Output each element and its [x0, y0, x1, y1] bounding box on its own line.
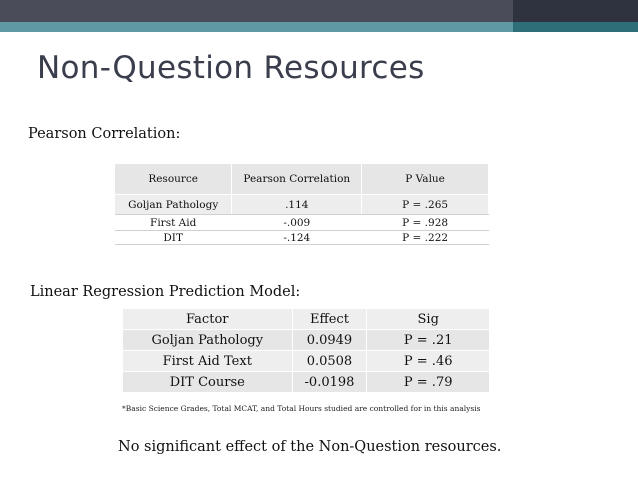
teal-accent-band-dark: [513, 22, 638, 32]
table-cell: 0.0949: [292, 330, 367, 351]
pearson-correlation-table: [115, 164, 489, 245]
column-header: P Value: [362, 164, 489, 195]
table-row: [123, 372, 490, 393]
column-header: Effect: [292, 309, 367, 330]
table-cell: P = .222: [362, 231, 489, 245]
table-row: [115, 195, 489, 215]
table-cell: DIT: [115, 231, 232, 245]
regression-heading: Linear Regression Prediction Model:: [30, 284, 301, 300]
table-cell: P = .928: [362, 215, 489, 231]
column-header: Factor: [123, 309, 293, 330]
pearson-heading: Pearson Correlation:: [28, 126, 181, 142]
table-cell: First Aid: [115, 215, 232, 231]
table-cell: -.009: [232, 215, 362, 231]
table-cell: Goljan Pathology: [115, 195, 232, 215]
column-header: Sig: [367, 309, 490, 330]
column-header: Pearson Correlation: [232, 164, 362, 195]
table-cell: First Aid Text: [123, 351, 293, 372]
table-cell: P = .46: [367, 351, 490, 372]
regression-table: [122, 308, 490, 393]
top-header-band: [0, 0, 638, 22]
teal-accent-band: [0, 22, 638, 32]
table-row: [115, 231, 489, 245]
table-cell: DIT Course: [123, 372, 293, 393]
table-header-row: [123, 309, 490, 330]
table-cell: -0.0198: [292, 372, 367, 393]
slide-title: Non-Question Resources: [37, 50, 425, 86]
footnote: *Basic Science Grades, Total MCAT, and Total Hours studied are controlled for in this analysis: [122, 404, 481, 413]
table-row: [123, 330, 490, 351]
column-header: Resource: [115, 164, 232, 195]
table-cell: Goljan Pathology: [123, 330, 293, 351]
top-header-band-accent: [513, 0, 638, 22]
table-cell: P = .21: [367, 330, 490, 351]
table-cell: .114: [232, 195, 362, 215]
table-header-row: [115, 164, 489, 195]
table-cell: P = .265: [362, 195, 489, 215]
table-cell: P = .79: [367, 372, 490, 393]
table-cell: 0.0508: [292, 351, 367, 372]
table-row: [123, 351, 490, 372]
table-cell: -.124: [232, 231, 362, 245]
table-row: [115, 215, 489, 231]
conclusion-text: No significant effect of the Non-Question resources.: [118, 439, 502, 455]
